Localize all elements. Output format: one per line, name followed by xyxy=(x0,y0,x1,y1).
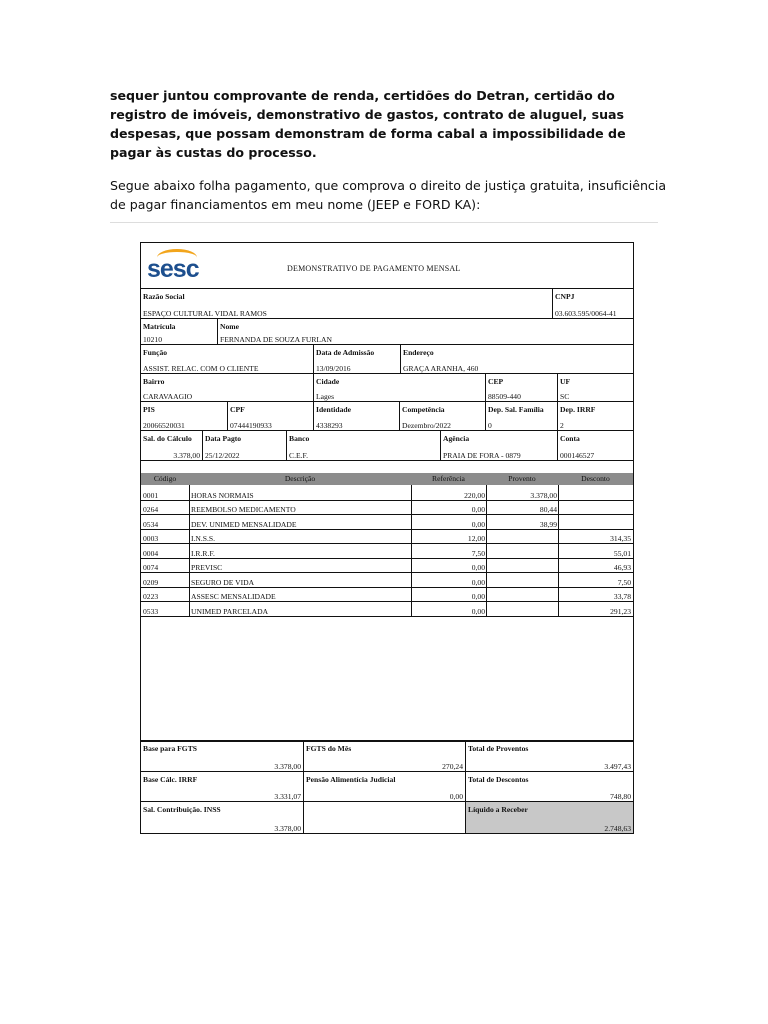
cnpj-value: 03.603.595/0064-41 xyxy=(555,309,617,318)
item-descricao: DEV. UNIMED MENSALIDADE xyxy=(191,519,297,529)
col-divider xyxy=(411,485,412,616)
item-desconto: 314,35 xyxy=(610,534,631,543)
cpf-value: 07444190933 xyxy=(230,421,272,430)
item-descricao: I.R.R.F. xyxy=(191,548,215,558)
item-codigo: 0264 xyxy=(143,505,159,514)
data-pagto-cell xyxy=(203,431,287,461)
cpf-label: CPF xyxy=(230,405,245,414)
matricula-cell xyxy=(141,319,218,345)
nome-value: FERNANDA DE SOUZA FURLAN xyxy=(220,335,333,344)
item-desconto: 55,01 xyxy=(613,548,631,558)
liquido-value: 2.748,63 xyxy=(604,824,631,833)
table-row xyxy=(141,601,633,617)
table-row xyxy=(141,529,633,545)
razao-social-value: ESPAÇO CULTURAL VIDAL RAMOS xyxy=(143,309,267,318)
item-codigo: 0074 xyxy=(143,563,159,572)
col-divider xyxy=(558,485,559,616)
table-row xyxy=(141,485,633,501)
base-fgts-value: 3.378,00 xyxy=(274,762,301,771)
item-descricao: HORAS NORMAIS xyxy=(191,490,254,500)
funcao-cell xyxy=(141,345,314,374)
uf-value: SC xyxy=(560,392,570,401)
sal-inss-value: 3.378,00 xyxy=(274,824,301,833)
agencia-cell xyxy=(441,431,558,461)
item-descricao: REEMBOLSO MEDICAMENTO xyxy=(191,505,296,514)
matricula-label: Matrícula xyxy=(143,322,176,331)
uf-label: UF xyxy=(560,377,571,386)
liquido-label: Líquido a Receber xyxy=(468,805,528,814)
data-pagto-value: 25/12/2022 xyxy=(205,451,240,460)
col-divider xyxy=(486,485,487,616)
conta-label: Conta xyxy=(560,434,580,443)
endereco-cell xyxy=(401,345,633,374)
nome-cell xyxy=(218,319,633,345)
base-irrf-cell xyxy=(141,772,304,802)
table-row xyxy=(141,558,633,574)
items-table-header xyxy=(141,473,633,485)
item-referencia: 7,50 xyxy=(471,548,485,558)
total-proventos-label: Total de Proventos xyxy=(468,744,529,753)
pis-value: 20066520031 xyxy=(143,421,185,430)
item-codigo: 0534 xyxy=(143,519,159,529)
fgts-mes-value: 270,24 xyxy=(442,762,463,771)
item-provento: 38,99 xyxy=(539,519,557,529)
item-codigo: 0533 xyxy=(143,606,159,616)
dep-irrf-cell xyxy=(558,402,633,431)
banco-label: Banco xyxy=(289,434,310,443)
cep-cell xyxy=(486,374,558,402)
endereco-value: GRAÇA ARANHA, 460 xyxy=(403,364,479,373)
item-referencia: 0,00 xyxy=(471,519,485,529)
col-codigo: Código xyxy=(153,474,177,483)
agencia-label: Agência xyxy=(443,434,470,443)
total-descontos-label: Total de Descontos xyxy=(468,775,529,784)
banco-value: C.E.F. xyxy=(289,451,309,460)
item-desconto: 291,23 xyxy=(610,606,631,616)
item-referencia: 0,00 xyxy=(471,577,485,587)
item-codigo: 0004 xyxy=(143,548,159,558)
col-desconto: Desconto xyxy=(581,474,610,483)
dep-irrf-value: 2 xyxy=(560,421,564,430)
col-descricao: Descrição xyxy=(284,474,316,483)
item-codigo: 0003 xyxy=(143,534,159,543)
cep-value: 88509-440 xyxy=(488,392,521,401)
funcao-label: Função xyxy=(143,348,168,357)
base-irrf-label: Base Cálc. IRRF xyxy=(143,775,198,784)
cnpj-label: CNPJ xyxy=(555,292,575,301)
item-referencia: 0,00 xyxy=(471,505,485,514)
admissao-value: 13/09/2016 xyxy=(316,364,351,373)
matricula-value: 10210 xyxy=(143,335,162,344)
competencia-label: Competência xyxy=(402,405,445,414)
item-codigo: 0223 xyxy=(143,592,159,601)
col-provento: Provento xyxy=(508,474,536,483)
admissao-label: Data de Admissão xyxy=(316,348,375,357)
sesc-logo: sesc xyxy=(147,255,199,283)
item-provento: 3.378,00 xyxy=(530,490,557,500)
item-desconto: 7,50 xyxy=(617,577,631,587)
fgts-mes-label: FGTS do Mês xyxy=(306,744,352,753)
total-proventos-cell xyxy=(466,741,633,772)
col-referencia: Referência xyxy=(432,474,465,483)
fgts-mes-cell xyxy=(304,741,466,772)
blank-cell xyxy=(304,802,466,833)
cpf-cell xyxy=(228,402,314,431)
item-codigo: 0209 xyxy=(143,577,159,587)
total-descontos-value: 748,80 xyxy=(610,792,631,801)
nome-label: Nome xyxy=(220,322,239,331)
data-pagto-label: Data Pagto xyxy=(205,434,242,443)
sal-calculo-cell xyxy=(141,431,203,461)
cidade-value: Lages xyxy=(316,392,335,401)
table-row xyxy=(141,543,633,559)
bairro-label: Bairro xyxy=(143,377,165,386)
identidade-label: Identidade xyxy=(316,405,352,414)
divider xyxy=(110,222,658,223)
payslip-title: DEMONSTRATIVO DE PAGAMENTO MENSAL xyxy=(287,264,461,273)
table-row xyxy=(141,514,633,530)
banco-cell xyxy=(287,431,441,461)
item-desconto: 33,78 xyxy=(613,592,631,601)
item-referencia: 220,00 xyxy=(464,490,485,500)
conta-cell xyxy=(558,431,633,461)
sal-inss-label: Sal. Contribuição. INSS xyxy=(143,805,221,814)
base-irrf-value: 3.331,07 xyxy=(274,792,301,801)
pensao-value: 0,00 xyxy=(449,792,463,801)
sal-calculo-label: Sal. do Cálculo xyxy=(143,434,192,443)
item-referencia: 0,00 xyxy=(471,606,485,616)
sal-inss-cell xyxy=(141,802,304,833)
uf-cell xyxy=(558,374,633,402)
payslip-header xyxy=(141,243,633,289)
item-referencia: 0,00 xyxy=(471,592,485,601)
item-descricao: UNIMED PARCELADA xyxy=(191,606,269,616)
bairro-cell xyxy=(141,374,314,402)
total-descontos-cell xyxy=(466,772,633,802)
razao-social-cell xyxy=(141,289,553,319)
base-fgts-cell xyxy=(141,741,304,772)
item-codigo: 0001 xyxy=(143,490,159,500)
endereco-label: Endereço xyxy=(403,348,434,357)
item-descricao: PREVISC xyxy=(191,563,223,572)
bold-paragraph: sequer juntou comprovante de renda, certidões do Detran, certidão do registro de imóveis, demonstrativo de gastos, contrato de aluguel, suas despesas, que possam demonstram de forma cabal a impossibilidade de pagar às custas do processo. xyxy=(110,88,626,160)
item-referencia: 12,00 xyxy=(467,534,485,543)
identidade-cell xyxy=(314,402,400,431)
conta-value: 000146527 xyxy=(560,451,595,460)
cnpj-cell xyxy=(553,289,633,319)
pensao-cell xyxy=(304,772,466,802)
agencia-value: PRAIA DE FORA - 0879 xyxy=(443,451,521,460)
sal-calculo-value: 3.378,00 xyxy=(173,451,200,460)
identidade-value: 4338293 xyxy=(316,421,343,430)
razao-social-label: Razão Social xyxy=(143,292,185,301)
pis-label: PIS xyxy=(143,405,155,414)
competencia-cell xyxy=(400,402,486,431)
item-desconto: 46,93 xyxy=(613,563,631,572)
item-descricao: I.N.S.S. xyxy=(191,534,216,543)
cidade-label: Cidade xyxy=(316,377,340,386)
funcao-value: ASSIST. RELAC. COM O CLIENTE xyxy=(143,364,259,373)
item-descricao: SEGURO DE VIDA xyxy=(191,577,255,587)
cidade-cell xyxy=(314,374,486,402)
dep-salfam-label: Dep. Sal. Família xyxy=(488,405,544,414)
total-proventos-value: 3.497,43 xyxy=(604,762,631,771)
bairro-value: CARAVAAGIO xyxy=(143,392,193,401)
col-divider xyxy=(189,485,190,616)
admissao-cell xyxy=(314,345,401,374)
table-row xyxy=(141,587,633,603)
payslip xyxy=(140,242,634,834)
competencia-value: Dezembro/2022 xyxy=(402,421,451,430)
item-provento: 80,44 xyxy=(539,505,557,514)
intro-paragraph: Segue abaixo folha pagamento, que comprova o direito de justiça gratuita, insuficiência de pagar financiamentos em meu nome (JEEP e FORD KA): xyxy=(110,178,667,212)
base-fgts-label: Base para FGTS xyxy=(143,744,198,753)
pis-cell xyxy=(141,402,228,431)
table-row xyxy=(141,572,633,588)
item-referencia: 0,00 xyxy=(471,563,485,572)
dep-salfam-value: 0 xyxy=(488,421,492,430)
dep-irrf-label: Dep. IRRF xyxy=(560,405,596,414)
pensao-label: Pensão Alimentícia Judicial xyxy=(306,775,396,784)
table-row xyxy=(141,500,633,516)
liquido-cell xyxy=(466,802,633,833)
item-descricao: ASSESC MENSALIDADE xyxy=(191,592,276,601)
cep-label: CEP xyxy=(488,377,504,386)
dep-salfam-cell xyxy=(486,402,558,431)
